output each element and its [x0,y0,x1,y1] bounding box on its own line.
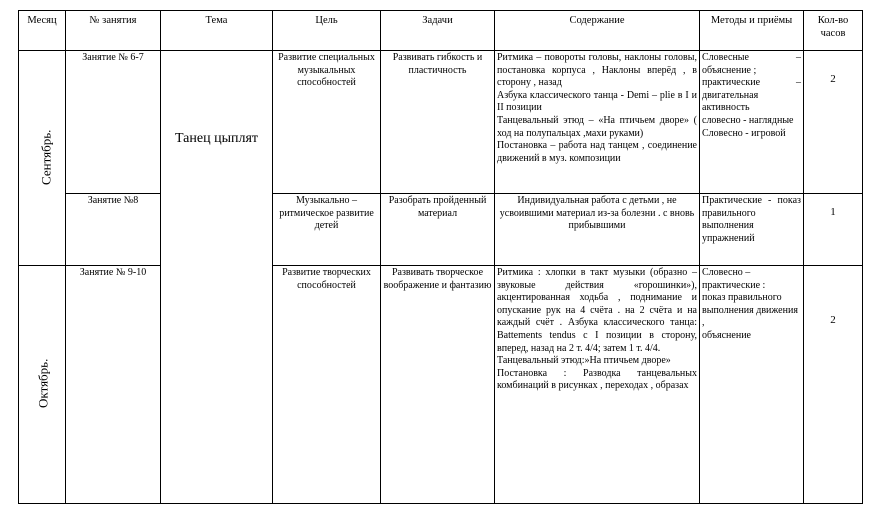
table-row [19,51,863,194]
table-row [19,266,863,504]
tasks-cell: Развивать гибкость и пластичность [381,51,495,194]
methods-line: объяснение [702,329,751,341]
header-month: Месяц [19,11,66,51]
methods-line: Словесно - игровой [702,127,786,139]
content-line: Танцевальный этюд:»На птичьем дворе» [497,355,671,367]
theme-label: Танец цыплят [174,131,259,146]
hours-cell: 1 [804,194,863,266]
methods-line: словесно - наглядные [702,114,794,126]
goal-cell: Музыкально – ритмическое развитие детей [273,194,381,266]
tasks-cell: Развивать творческое воображение и фантазию [381,266,495,504]
content-line: Ритмика – повороты головы, наклоны головы, постановка корпуса , Наклоны вперёд , в сторону , назад [497,52,697,89]
methods-line: Практические - показ правильного выполнения упражнений [702,195,801,244]
content-cell [495,266,700,504]
goal-cell: Развитие специальных музыкальных способностей [273,51,381,194]
content-line: Постановка – работа над танцем , соединение движений в муз. композиции [497,140,697,164]
methods-cell [700,266,804,504]
goal-cell: Развитие творческих способностей [273,266,381,504]
content-cell [495,194,700,266]
content-line: Танцевальный этюд – «На птичьем дворе» ( ход на полупальцах ,махи руками) [497,114,697,139]
hours-cell: 2 [804,266,863,504]
month-cell-september [19,51,66,266]
table-row [19,194,863,266]
methods-line: Словесно – практические : [702,267,766,291]
hours-cell: 2 [804,51,863,194]
header-goal: Цель [273,11,381,51]
header-tasks: Задачи [381,11,495,51]
methods-cell [700,51,804,194]
lesson-plan-table [18,10,863,504]
header-row [19,11,863,51]
content-line: Азбука классического танца - Demi – plie в I и II позиции [497,89,697,114]
content-line: Индивидуальная работа с детьми , не усвоившими материал из-за болезни . с вновь прибывшими [499,195,695,232]
header-hours: Кол-во часов [804,11,863,51]
methods-line: практические – двигательная активность [702,77,801,114]
content-line: Постановка : Разводка танцевальных комбинаций в рисунках , переходах , образах [497,367,697,392]
lesson-cell: Занятие № 6-7 [66,51,161,194]
header-content: Содержание [495,11,700,51]
lesson-cell: Занятие №8 [66,194,161,266]
theme-cell [161,51,273,504]
header-methods: Методы и приёмы [700,11,804,51]
month-cell-october [19,266,66,504]
methods-line: показ правильного выполнения движения , [702,292,798,329]
methods-line: Словесные – объяснение ; [702,52,801,76]
tasks-cell: Разобрать пройденный материал [381,194,495,266]
header-theme: Тема [161,11,273,51]
lesson-cell: Занятие № 9-10 [66,266,161,504]
month-label: Сентябрь. [38,129,54,185]
methods-cell [700,194,804,266]
month-label: Октябрь. [35,358,51,409]
header-lesson-no: № занятия [66,11,161,51]
content-cell [495,51,700,194]
content-line: Ритмика : хлопки в такт музыки (образно – звуковые действия «горошинки»), акцентированная ходьба , поднимание и опускание рук на 4 счёта . на 2 счёта и на каждый счёт . Азбука классического танца: Battements tendus с I позиции в сторону, вперед, назад на 2 т. 4/4; затем 1 т. 4/4. [497,267,697,354]
